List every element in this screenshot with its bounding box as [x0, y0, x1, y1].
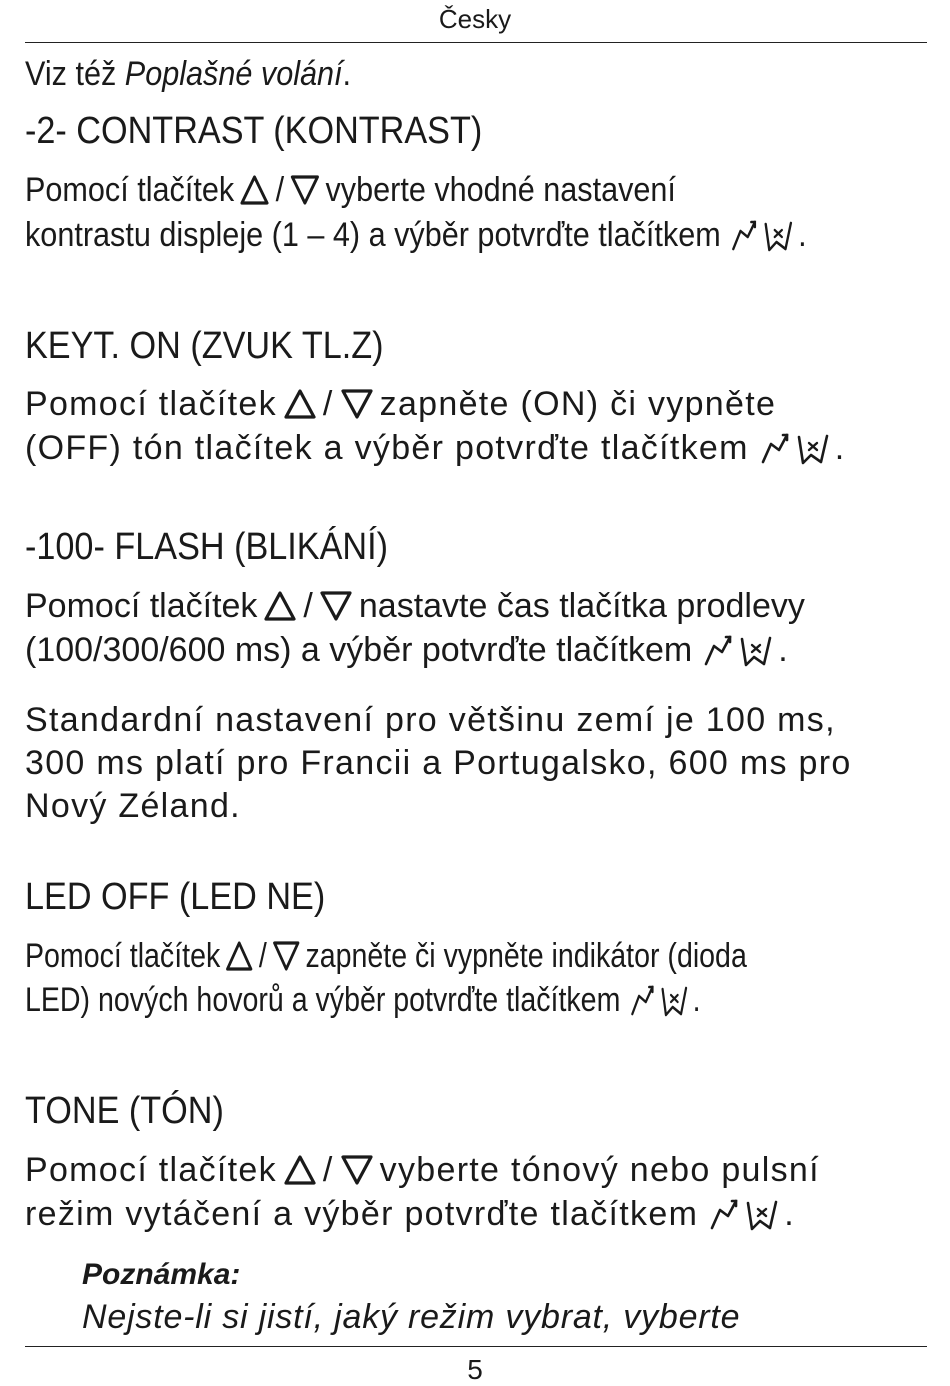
contrast-text-c: kontrastu displeje (1 – 4) a výběr potvrďte tlačítkem	[25, 216, 721, 254]
tone-line-1	[25, 1148, 930, 1193]
header-rule	[25, 42, 927, 43]
note-text: Nejste-li si jistí, jaký režim vybrat, vyberte	[82, 1298, 741, 1336]
flash-period: .	[778, 631, 788, 669]
tone-separator: /	[322, 1151, 334, 1189]
keytone-period: .	[834, 429, 846, 467]
led-line-2	[25, 978, 785, 1023]
ok-confirm-icon	[759, 431, 831, 467]
intro-text: Viz též	[25, 55, 125, 93]
flash-note-line-2: 300 ms platí pro Francii a Portugalsko, 600 ms pro	[25, 744, 852, 782]
ok-confirm-icon	[629, 983, 689, 1019]
flash-text-a: Pomocí tlačítek	[25, 587, 258, 625]
ok-confirm-icon	[702, 633, 774, 669]
tone-text-c: režim vytáčení a výběr potvrďte tlačítkem	[25, 1195, 699, 1233]
flash-text-c: (100/300/600 ms) a výběr potvrďte tlačítkem	[25, 631, 693, 669]
contrast-period: .	[798, 216, 807, 254]
flash-title: -100- FLASH (BLIKÁNÍ)	[25, 526, 389, 568]
led-period: .	[692, 981, 701, 1019]
contrast-title: -2- CONTRAST (KONTRAST)	[25, 110, 483, 152]
down-triangle-icon	[289, 174, 320, 206]
contrast-text-b: vyberte vhodné nastavení	[325, 171, 676, 209]
down-triangle-icon	[272, 940, 301, 972]
contrast-line-2	[25, 213, 840, 258]
tone-title: TONE (TÓN)	[25, 1090, 224, 1132]
tone-text-b: vyberte tónový nebo pulsní	[379, 1151, 820, 1189]
up-triangle-icon	[240, 174, 271, 206]
down-triangle-icon	[340, 1154, 374, 1186]
led-text-a: Pomocí tlačítek	[25, 937, 221, 975]
led-title: LED OFF (LED NE)	[25, 876, 326, 918]
led-text-b: zapněte či vypněte indikátor (dioda	[305, 937, 747, 975]
led-line-1	[25, 934, 785, 979]
intro-end: .	[342, 55, 352, 93]
keytone-line-1	[25, 382, 930, 427]
contrast-separator: /	[275, 171, 285, 209]
flash-note-line-1: Standardní nastavení pro většinu zemí je 100 ms,	[25, 701, 836, 739]
led-separator: /	[258, 937, 267, 975]
contrast-text-a: Pomocí tlačítek	[25, 171, 235, 209]
page-number: 5	[467, 1354, 483, 1385]
intro-link: Poplašné volání	[124, 55, 343, 93]
page-header-language: Česky	[438, 4, 512, 34]
down-triangle-icon	[319, 590, 353, 622]
keytone-separator: /	[322, 385, 334, 423]
flash-line-1	[25, 584, 930, 629]
flash-text-b: nastavte čas tlačítka prodlevy	[358, 587, 805, 625]
tone-text-a: Pomocí tlačítek	[25, 1151, 277, 1189]
up-triangle-icon	[263, 590, 297, 622]
flash-note-line-3: Nový Zéland.	[25, 787, 241, 825]
up-triangle-icon	[283, 1154, 317, 1186]
tone-line-2	[25, 1192, 930, 1237]
keytone-text-a: Pomocí tlačítek	[25, 385, 277, 423]
up-triangle-icon	[283, 388, 317, 420]
flash-line-2	[25, 628, 930, 673]
note-title: Poznámka:	[82, 1258, 241, 1291]
ok-confirm-icon	[708, 1197, 780, 1233]
footer-rule	[25, 1346, 927, 1347]
tone-period: .	[784, 1195, 795, 1233]
intro-line	[25, 52, 840, 97]
up-triangle-icon	[225, 940, 254, 972]
keytone-text-b: zapněte (ON) či vypněte	[379, 385, 777, 423]
contrast-line-1	[25, 168, 840, 213]
keytone-line-2	[25, 426, 930, 471]
keytone-title: KEYT. ON (ZVUK TL.Z)	[25, 325, 384, 367]
flash-separator: /	[303, 587, 313, 625]
ok-confirm-icon	[730, 218, 795, 254]
keytone-text-c: (OFF) tón tlačítek a výběr potvrďte tlačítkem	[25, 429, 749, 467]
led-text-c: LED) nových hovorů a výběr potvrďte tlačítkem	[25, 981, 621, 1019]
down-triangle-icon	[340, 388, 374, 420]
